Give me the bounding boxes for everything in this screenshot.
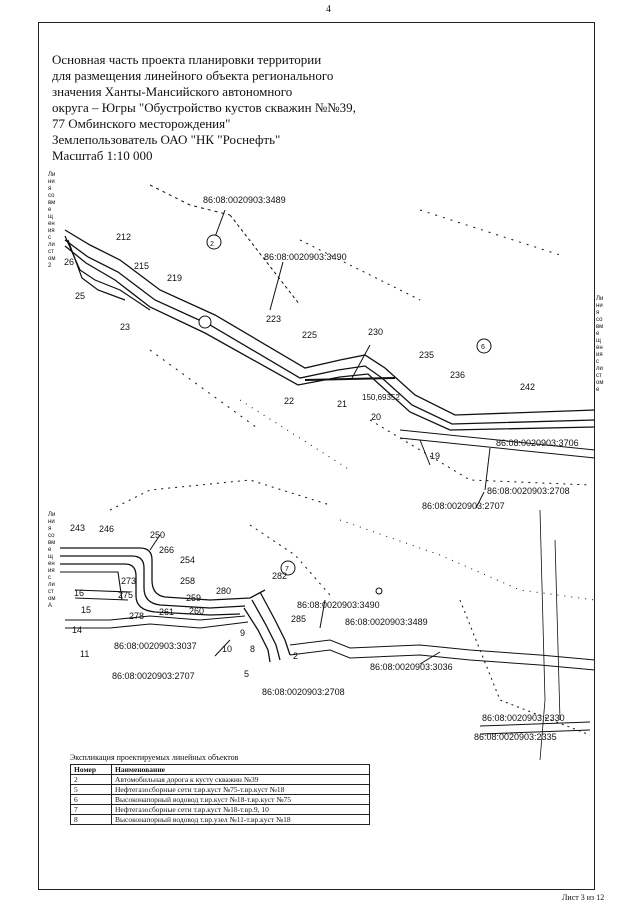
corridor-line bbox=[420, 440, 430, 465]
side-label-part: ст bbox=[596, 373, 602, 379]
cadastral-label: 86:08:0020903:2707 bbox=[112, 671, 195, 681]
side-label-part: Ли bbox=[48, 512, 56, 518]
cadastral-label: 86:08:0020903:3489 bbox=[345, 617, 428, 627]
corridor-line bbox=[65, 246, 595, 430]
side-label-part: е bbox=[48, 547, 52, 553]
point-label: 280 bbox=[216, 586, 232, 596]
lower-labels bbox=[70, 523, 565, 742]
side-label-part: е bbox=[596, 387, 600, 393]
side-label-part: щ bbox=[596, 338, 601, 344]
side-label-part: со bbox=[48, 533, 55, 539]
point-label: 212 bbox=[116, 232, 132, 242]
side-label-part: ия bbox=[48, 228, 55, 234]
side-label-part: ни bbox=[48, 519, 55, 525]
circle-label: 2 bbox=[210, 241, 214, 248]
side-label-part: я bbox=[48, 526, 52, 532]
point-label: 22 bbox=[284, 396, 295, 406]
point-label: 14 bbox=[72, 625, 83, 635]
point-label: 8 bbox=[250, 644, 256, 654]
point-label: 21 bbox=[337, 399, 348, 409]
side-label-part: щ bbox=[48, 214, 53, 220]
side-label-part: Ли bbox=[48, 172, 56, 178]
side-label-part: ен bbox=[48, 561, 55, 567]
legend-cell-name: Нефтегазосборные сети т.вр.куст №75-т.вр.куст №18 bbox=[112, 785, 370, 795]
side-label-part: вм bbox=[48, 200, 56, 206]
corridor-line bbox=[244, 608, 270, 662]
corridor-line bbox=[60, 572, 122, 600]
side-label-part: я bbox=[596, 310, 600, 316]
point-label: 2 bbox=[293, 651, 299, 661]
side-label-part: щ bbox=[48, 554, 53, 560]
title-line: округа – Югры "Обустройство кустов скважин №№39, bbox=[52, 100, 356, 115]
point-label: 273 bbox=[121, 576, 137, 586]
leader-line bbox=[352, 345, 370, 378]
cadastral-label: 86:08:0020903:2708 bbox=[262, 687, 345, 697]
side-label-part: е bbox=[596, 331, 600, 337]
upper-labels bbox=[64, 195, 579, 511]
point-label: 215 bbox=[134, 261, 150, 271]
legend-row bbox=[71, 805, 370, 815]
point-label: 250 bbox=[150, 530, 166, 540]
point-label: 23 bbox=[120, 322, 131, 332]
dashed-boundary bbox=[420, 210, 560, 255]
cadastral-label: 86:08:0020903:3489 bbox=[203, 195, 286, 205]
cadastral-label: 86:08:0020903:2708 bbox=[487, 486, 570, 496]
point-label: 260 bbox=[189, 606, 205, 616]
legend-header-row bbox=[71, 765, 370, 775]
dashed-boundary bbox=[300, 240, 420, 300]
point-label: 285 bbox=[291, 614, 307, 624]
dashed-boundary bbox=[110, 480, 330, 510]
side-label-part: ни bbox=[596, 303, 603, 309]
point-label: 10 bbox=[222, 644, 233, 654]
point-label: 261 bbox=[159, 607, 175, 617]
point-label: 223 bbox=[266, 314, 282, 324]
dashed-boundary bbox=[240, 400, 350, 470]
cadastral-label: 86:08:0020903:2707 bbox=[422, 501, 505, 511]
legend-header-name: Наименование bbox=[112, 765, 370, 775]
legend-cell-name: Высоконапорный водовод т.вр.куст №18-т.вр.куст №75 bbox=[112, 795, 370, 805]
dashed-boundary bbox=[150, 350, 260, 430]
side-label-part: с bbox=[596, 359, 599, 365]
point-label: 243 bbox=[70, 523, 86, 533]
legend-title: Экспликация проектируемых линейных объектов bbox=[70, 753, 239, 762]
point-label: 19 bbox=[430, 451, 441, 461]
point-label: 16 bbox=[74, 588, 85, 598]
point-label: 258 bbox=[180, 576, 196, 586]
corridor-line bbox=[252, 600, 280, 660]
measure-label: 150,69352 bbox=[362, 393, 400, 402]
side-label-part: я bbox=[48, 186, 52, 192]
cadastral-label: 86:08:0020903:3490 bbox=[264, 252, 347, 262]
legend-cell-name: Нефтегазосборные сети т.вр.куст №18-т.вр.9, 10 bbox=[112, 805, 370, 815]
side-label-part: ли bbox=[48, 582, 55, 588]
corridor-line bbox=[65, 616, 245, 620]
circle-label: 6 bbox=[481, 344, 485, 351]
side-label-part: ен bbox=[48, 221, 55, 227]
point-label: 9 bbox=[240, 628, 246, 638]
title-line: Землепользователь ОАО "НК "Роснефть" bbox=[52, 132, 281, 147]
side-label-part: с bbox=[48, 575, 51, 581]
side-label-part: вм bbox=[596, 324, 604, 330]
circle-label: 7 bbox=[285, 566, 289, 573]
side-label-part: ст bbox=[48, 249, 54, 255]
point-label: 275 bbox=[118, 590, 134, 600]
point-label: 26 bbox=[64, 257, 75, 267]
legend-row bbox=[71, 785, 370, 795]
corridor-marker bbox=[199, 316, 211, 328]
point-label: 254 bbox=[180, 555, 196, 565]
cadastral-label: 86:08:0020903:3037 bbox=[114, 641, 197, 651]
side-label-part: ст bbox=[48, 589, 54, 595]
point-label: 246 bbox=[99, 524, 115, 534]
legend-table bbox=[70, 764, 370, 825]
legend-cell-name: Высоконапорный водовод т.вр.узел №11-т.вр.куст №18 bbox=[112, 815, 370, 825]
side-label-part: ия bbox=[48, 568, 55, 574]
side-label-part: с bbox=[48, 235, 51, 241]
point-label: 5 bbox=[244, 669, 250, 679]
point-label: 236 bbox=[450, 370, 466, 380]
cadastral-label: 86:08:0020903:3036 bbox=[370, 662, 453, 672]
corridor-line bbox=[65, 622, 248, 628]
point-label: 219 bbox=[167, 273, 183, 283]
side-label-part: ом bbox=[48, 596, 56, 602]
point-label: 259 bbox=[186, 593, 202, 603]
side-label-part: ли bbox=[48, 242, 55, 248]
side-label-part: ом bbox=[48, 256, 56, 262]
point-label: 230 bbox=[368, 327, 384, 337]
point-label: 20 bbox=[371, 412, 382, 422]
title-line: 77 Омбинского месторождения" bbox=[52, 116, 231, 131]
leader-line bbox=[485, 448, 490, 490]
legend-row bbox=[71, 795, 370, 805]
title-line: Основная часть проекта планировки территории bbox=[52, 52, 322, 67]
point-label: 235 bbox=[419, 350, 435, 360]
title-line: для размещения линейного объекта регионального bbox=[52, 68, 334, 83]
dashed-boundary bbox=[250, 525, 330, 595]
scale-label: Масштаб 1:10 000 bbox=[52, 148, 153, 163]
side-label-part: со bbox=[48, 193, 55, 199]
side-label-part: ом bbox=[596, 380, 604, 386]
legend-cell-number: 5 bbox=[71, 785, 112, 795]
point-label: 282 bbox=[272, 571, 288, 581]
point-label: 266 bbox=[159, 545, 175, 555]
legend-row bbox=[71, 815, 370, 825]
side-label-part: ия bbox=[596, 352, 603, 358]
cadastral-label: 86:08:0020903:2330 bbox=[482, 713, 565, 723]
legend-row bbox=[71, 775, 370, 785]
survey-point bbox=[376, 588, 382, 594]
side-label-part: вм bbox=[48, 540, 56, 546]
side-label-part: ли bbox=[596, 366, 603, 372]
point-label: 278 bbox=[129, 611, 145, 621]
page-number: 4 bbox=[326, 4, 331, 15]
point-label: 225 bbox=[302, 330, 318, 340]
legend-cell-number: 8 bbox=[71, 815, 112, 825]
legend-cell-number: 2 bbox=[71, 775, 112, 785]
point-label: 11 bbox=[80, 649, 90, 659]
side-label-part: со bbox=[596, 317, 603, 323]
side-label-part: е bbox=[48, 207, 52, 213]
point-label: 242 bbox=[520, 382, 536, 392]
legend-cell-name: Автомобильная дорога к кусту скважин №39 bbox=[112, 775, 370, 785]
point-label: 25 bbox=[75, 291, 86, 301]
boundary-line bbox=[555, 540, 560, 720]
cadastral-label: 86:08:0020903:3490 bbox=[297, 600, 380, 610]
sheet-footer: Лист 3 из 12 bbox=[562, 893, 605, 902]
side-label-part: А bbox=[48, 603, 53, 609]
legend-cell-number: 7 bbox=[71, 805, 112, 815]
structure-line bbox=[305, 378, 395, 380]
cadastral-label: 86:08:0020903:2335 bbox=[474, 732, 557, 742]
point-label: 15 bbox=[81, 605, 92, 615]
side-label-part: 2 bbox=[48, 263, 52, 269]
cadastral-label: 86:08:0020903:3706 bbox=[496, 438, 579, 448]
legend-cell-number: 6 bbox=[71, 795, 112, 805]
side-label-part: Ли bbox=[596, 296, 604, 302]
upper-map bbox=[65, 185, 595, 508]
title-line: значения Ханты-Мансийского автономного bbox=[52, 84, 293, 99]
side-label-part: ни bbox=[48, 179, 55, 185]
side-label-part: ен bbox=[596, 345, 603, 351]
legend-header-number: Номер bbox=[71, 765, 112, 775]
